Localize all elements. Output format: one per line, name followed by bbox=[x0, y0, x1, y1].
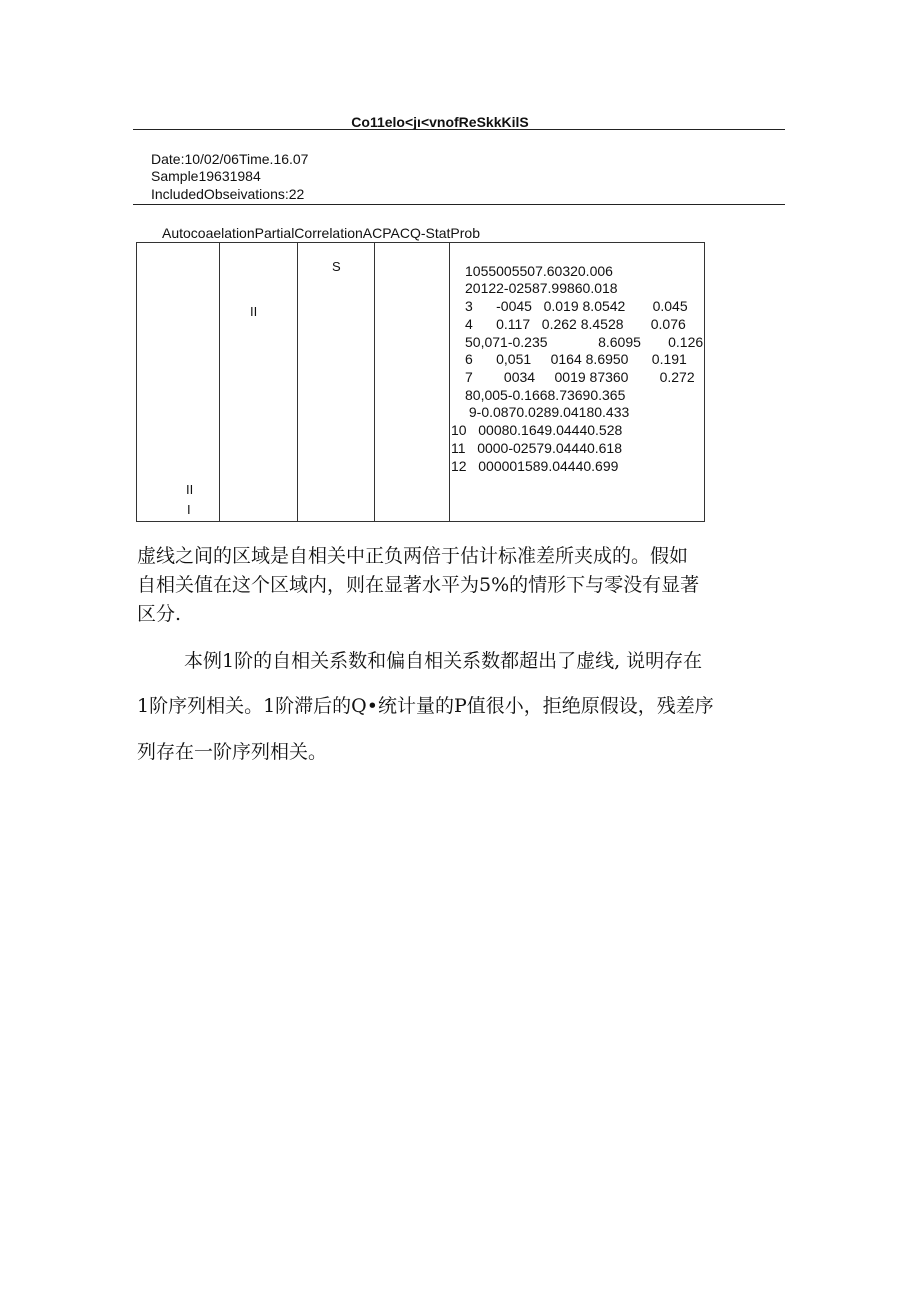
column-divider bbox=[449, 243, 450, 521]
table-row: 50,071-0.235 8.6095 0.126 bbox=[465, 334, 704, 350]
column-divider bbox=[219, 243, 220, 521]
paragraph-line: 列存在一阶序列相关。 bbox=[137, 741, 328, 763]
paragraph-line: 虚线之间的区域是自相关中正负两倍于估计标准差所夹成的。假如 bbox=[137, 545, 689, 567]
column-divider bbox=[297, 243, 298, 521]
sample-line: Sample19631984 bbox=[151, 168, 261, 184]
table-row: 80,005-0.1668.73690.365 bbox=[465, 387, 626, 403]
date-line: Date:10/02/06Time.16.07 bbox=[151, 151, 309, 167]
paragraph-line: 自相关值在这个区域内，则在显著水平为5%的情形下与零没有显著 bbox=[137, 574, 700, 596]
table-row: 20122-02587.99860.018 bbox=[465, 280, 618, 296]
table-row: 4 0.117 0.262 8.4528 0.076 bbox=[465, 316, 686, 332]
meta-rule bbox=[133, 204, 785, 205]
included-observations-line: IncludedObseivations:22 bbox=[151, 186, 305, 202]
correlogram-table bbox=[136, 242, 705, 522]
table-row: 11 0000-02579.04440.618 bbox=[451, 440, 623, 456]
pac-bar-mark: II bbox=[250, 304, 258, 319]
table-row: 3 -0045 0.019 8.0542 0.045 bbox=[465, 298, 688, 314]
table-row: 9-0.0870.0289.04180.433 bbox=[465, 404, 630, 420]
table-row: 7 0034 0019 87360 0.272 bbox=[465, 369, 695, 385]
column-divider bbox=[374, 243, 375, 521]
table-row: 6 0,051 0164 8.6950 0.191 bbox=[465, 351, 687, 367]
ac-bar-mark: S bbox=[332, 259, 341, 274]
top-rule bbox=[133, 129, 785, 130]
table-row: 10 00080.1649.04440.528 bbox=[451, 422, 623, 438]
autocorrelation-bar-mark: II bbox=[186, 482, 194, 497]
autocorrelation-bar-mark: I bbox=[187, 502, 191, 517]
paragraph-line: 区分. bbox=[137, 603, 182, 625]
paragraph-line: 1阶序列相关。1阶滞后的Q•统计量的P值很小，拒绝原假设，残差序 bbox=[137, 695, 714, 717]
output-title: Co11elo<jı<vnofReSkkKilS bbox=[351, 114, 529, 130]
column-header: AutocoaelationPartialCorrelationACPACQ-StatProb bbox=[162, 225, 481, 241]
table-row: 1055005507.60320.006 bbox=[465, 263, 613, 279]
table-row: 12 000001589.04440.699 bbox=[451, 458, 619, 474]
paragraph-line: 本例1阶的自相关系数和偏自相关系数都超出了虚线, 说明存在 bbox=[184, 650, 703, 672]
